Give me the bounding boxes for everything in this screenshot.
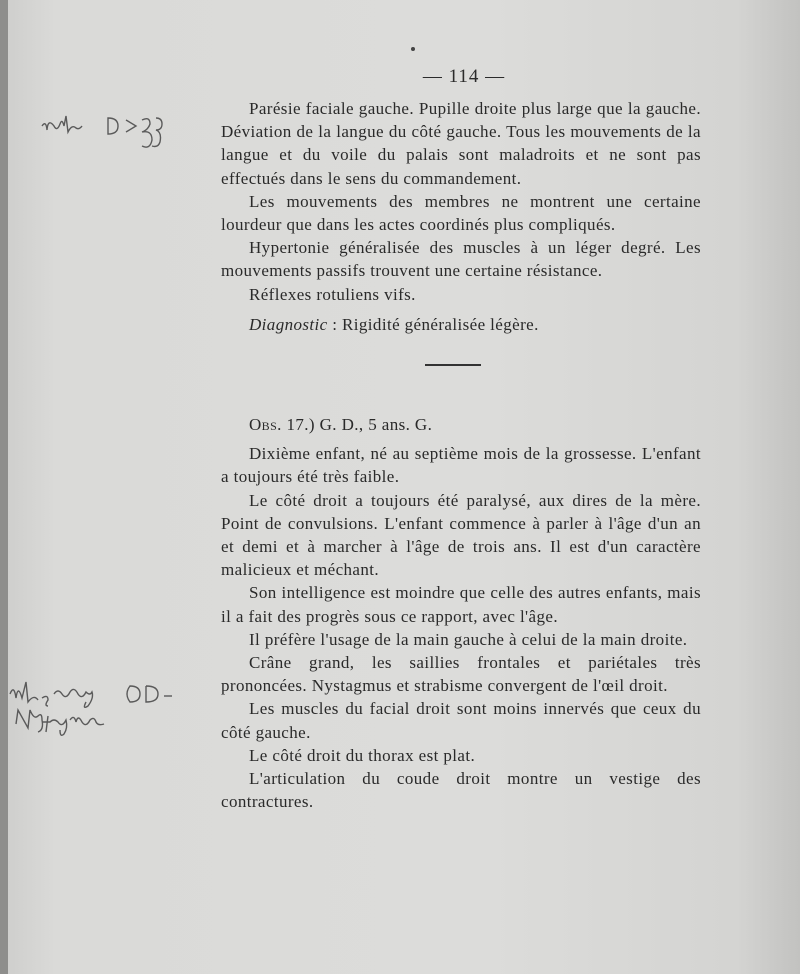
paragraph: Le côté droit du thorax est plat. xyxy=(249,745,476,765)
ink-speck xyxy=(411,47,415,51)
paragraph: Hypertonie généralisée des muscles à un léger degré. Les mouvements passifs trouvent une certaine résistance. xyxy=(221,238,701,281)
section-divider xyxy=(425,364,481,366)
page-number: — 114 — xyxy=(422,66,506,87)
paragraph: Il préfère l'usage de la main gauche à celui de la main droite. xyxy=(249,629,688,649)
handwritten-margin-note xyxy=(38,108,178,158)
paragraph: Dixième enfant, né au septième mois de la grossesse. L'enfant a toujours été très faible. xyxy=(221,444,701,487)
paragraph: Les mouvements des membres ne montrent une certaine lourdeur que dans les actes coordinés plus compliqués. xyxy=(221,191,701,235)
paragraph: L'articulation du coude droit montre un vestige des contractures. xyxy=(221,769,701,812)
observation-heading xyxy=(221,413,701,436)
paragraph: Le côté droit a toujours été paralysé, aux dires de la mère. Point de convulsions. L'enfant commence à parler à l'âge d'un an et demi et à marcher à l'âge de trois ans. Il est d'un caractère malicieux et méchant. xyxy=(221,490,701,580)
document-page xyxy=(8,0,800,974)
handwritten-margin-note-2 xyxy=(8,680,178,750)
diagnostic-line xyxy=(221,313,701,336)
observation-number: Obs. 17.) xyxy=(249,415,315,435)
paragraph: Les muscles du facial droit sont moins innervés que ceux du côté gauche. xyxy=(221,699,701,742)
paragraph: Parésie faciale gauche. Pupille droite plus large que la gauche. Déviation de la langue du côté gauche. Tous les mouvements de la langue et du voile du palais sont maladroits et ne sont pas effectués dans le sens du commandement. xyxy=(221,99,701,188)
paragraph: Son intelligence est moindre que celle des autres enfants, mais il a fait des progrès sous ce rapport, avec l'âge. xyxy=(221,583,701,626)
diagnostic-text: : Rigidité généralisée légère. xyxy=(327,314,539,334)
paragraph: Crâne grand, les saillies frontales et pariétales très prononcées. Nystagmus et strabisme convergent de l'œil droit. xyxy=(221,653,701,696)
observation-subject: G. D., 5 ans. G. xyxy=(314,415,433,435)
diagnostic-label: Diagnostic xyxy=(249,314,328,334)
document-body xyxy=(221,97,701,813)
paragraph: Réflexes rotuliens vifs. xyxy=(249,284,416,304)
